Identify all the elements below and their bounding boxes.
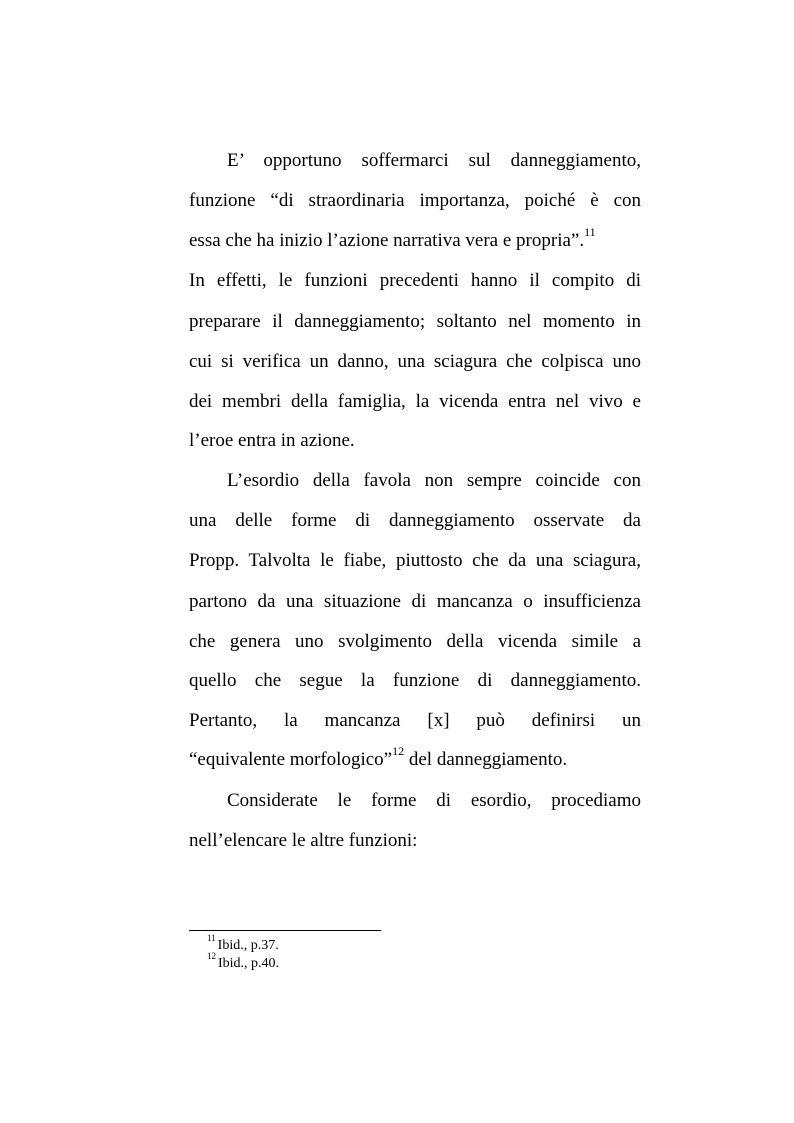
paragraph-1-line-1: E’ opportuno soffermarci sul danneggiamento, (227, 150, 641, 171)
footnote-11-number: 11 (207, 933, 216, 944)
paragraph-1-line-8: l’eroe entra in azione. (189, 430, 355, 451)
paragraph-2-line-3: Propp. Talvolta le fiabe, piuttosto che da una sciagura, (189, 550, 641, 571)
paragraph-1-line-5: preparare il danneggiamento; soltanto nel momento in (189, 311, 641, 332)
paragraph-1-line-6: cui si verifica un danno, una sciagura che colpisca uno (189, 351, 641, 372)
paragraph-1-line-2: funzione “di straordinaria importanza, poiché è con (189, 190, 641, 211)
footnote-11 (207, 933, 279, 955)
paragraph-1-line-4: In effetti, le funzioni precedenti hanno il compito di (189, 270, 641, 291)
paragraph-2-line-8-end: del danneggiamento. (404, 749, 568, 770)
paragraph-1-line-3 (189, 224, 641, 253)
paragraph-2-line-1: L’esordio della favola non sempre coincide con (227, 470, 641, 491)
footnote-11-text: Ibid., p.37. (217, 938, 279, 953)
paragraph-2-line-7: Pertanto, la mancanza [x] può definirsi un (189, 710, 641, 731)
footnote-ref-11: 11 (584, 224, 596, 239)
paragraph-1-line-3-text: essa che ha inizio l’azione narrativa vera e propria”. (189, 230, 585, 251)
footnote-12-text: Ibid., p.40. (218, 956, 280, 971)
footnote-12-number: 12 (207, 951, 216, 962)
footnote-separator (189, 930, 381, 931)
paragraph-1-line-7: dei membri della famiglia, la vicenda entra nel vivo e (189, 391, 641, 412)
paragraph-2-line-8-start: “equivalente morfologico” (189, 749, 393, 770)
paragraph-3-line-2: nell’elencare le altre funzioni: (189, 830, 418, 851)
paragraph-2-line-8 (189, 743, 641, 772)
footnote-ref-12: 12 (392, 743, 405, 758)
paragraph-2-line-5: che genera uno svolgimento della vicenda simile a (189, 631, 641, 652)
paragraph-2-line-4: partono da una situazione di mancanza o insufficienza (189, 591, 641, 612)
paragraph-3-line-1: Considerate le forme di esordio, procediamo (227, 790, 641, 811)
paragraph-2-line-6: quello che segue la funzione di danneggiamento. (189, 670, 641, 691)
footnote-12 (207, 951, 280, 973)
paragraph-2-line-2: una delle forme di danneggiamento osservate da (189, 510, 641, 531)
